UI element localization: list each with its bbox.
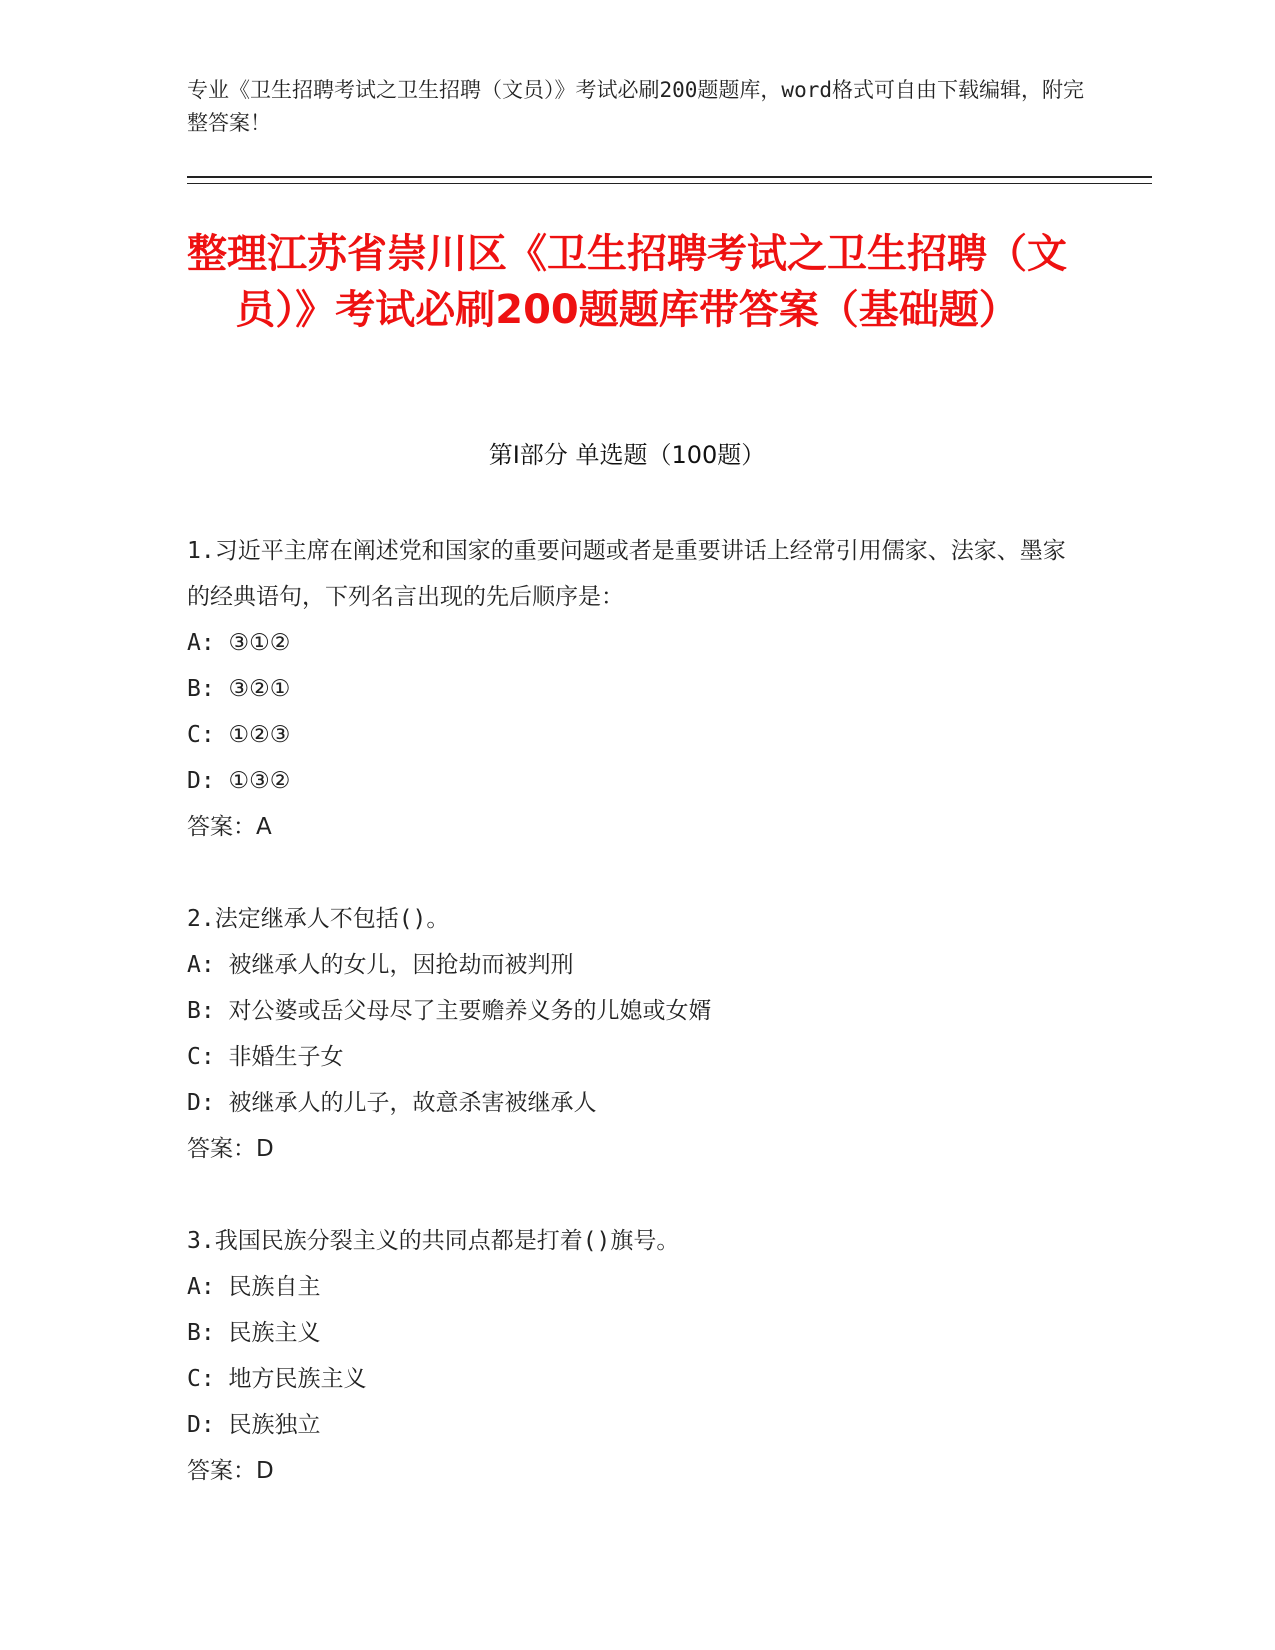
option-d: D: 被继承人的儿子，故意杀害被继承人	[187, 1090, 597, 1116]
question-2	[187, 896, 1087, 1172]
option-b: B: ③②①	[187, 676, 291, 702]
option-a: A: 民族自主	[187, 1274, 321, 1300]
option-c: C: 地方民族主义	[187, 1366, 367, 1392]
option-b: B: 对公婆或岳父母尽了主要赡养义务的儿媳或女婿	[187, 998, 712, 1024]
question-list	[187, 528, 1087, 1540]
section-title: 第Ⅰ部分 单选题（100题）	[488, 441, 766, 469]
main-title: 整理江苏省崇川区《卫生招聘考试之卫生招聘（文员）》考试必刷200题题库带答案（基础题）	[187, 231, 1067, 333]
option-b: B: 民族主义	[187, 1320, 321, 1346]
header-rule-thin	[187, 183, 1152, 184]
answer: 答案：A	[187, 814, 272, 840]
question-1	[187, 528, 1087, 850]
header-rule-thick	[187, 176, 1152, 178]
question-3	[187, 1218, 1087, 1494]
option-c: C: 非婚生子女	[187, 1044, 344, 1070]
header-note: 专业《卫生招聘考试之卫生招聘（文员）》考试必刷200题题库，word格式可自由下载编辑，附完整答案！	[187, 78, 1084, 135]
question-stem: 1.习近平主席在阐述党和国家的重要问题或者是重要讲话上经常引用儒家、法家、墨家的经典语句，下列名言出现的先后顺序是：	[187, 538, 1066, 610]
question-stem: 3.我国民族分裂主义的共同点都是打着()旗号。	[187, 1228, 680, 1254]
option-d: D: 民族独立	[187, 1412, 321, 1438]
option-c: C: ①②③	[187, 722, 291, 748]
answer: 答案：D	[187, 1458, 274, 1484]
option-d: D: ①③②	[187, 768, 291, 794]
option-a: A: 被继承人的女儿，因抢劫而被判刑	[187, 952, 574, 978]
option-a: A: ③①②	[187, 630, 291, 656]
question-stem: 2.法定继承人不包括()。	[187, 906, 450, 932]
answer: 答案：D	[187, 1136, 274, 1162]
